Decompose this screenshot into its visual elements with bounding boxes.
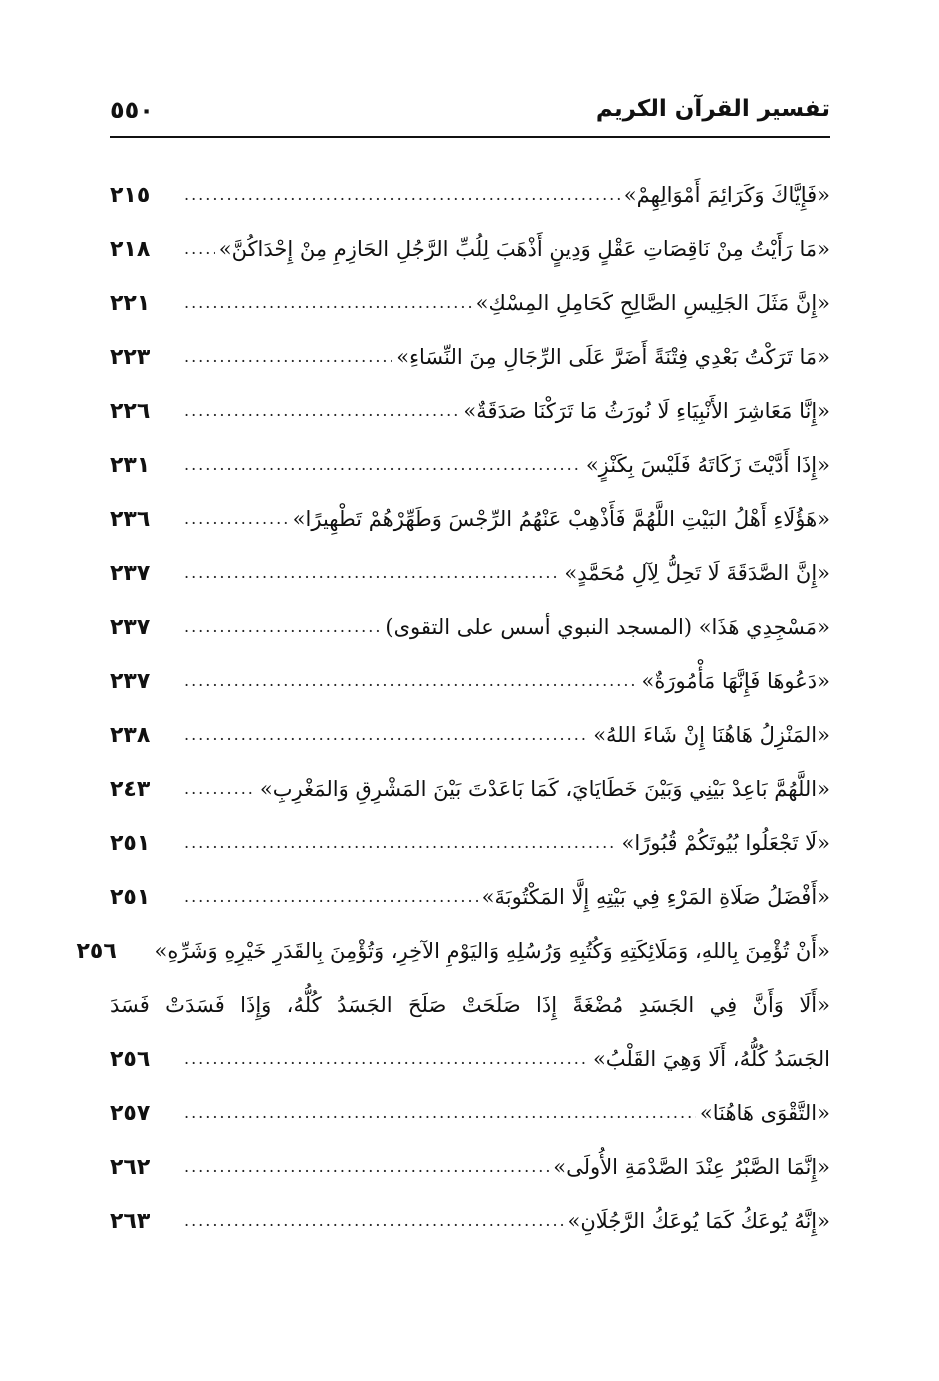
hadith-text-line2: الجَسَدُ كُلُّهُ، أَلَا وَهِيَ القَلْبُ» [589, 1047, 830, 1071]
hadith-text: «أَنْ تُؤْمِنَ بِاللهِ، وَمَلَائِكَتِهِ وَكُتُبِهِ وَرُسُلِهِ وَاليَوْمِ الآخِرِ، وَتُؤْمِنَ بِالقَدَرِ خَيْرِهِ وَشَرِّهِ» [150, 939, 830, 963]
hadith-text: «التَّقْوَى هَاهُنَا» [696, 1101, 830, 1125]
index-entry [110, 222, 830, 276]
page-number: ٥٥٠ [110, 96, 154, 124]
dot-leader [184, 454, 582, 476]
entry-page-number: ٢١٨ [110, 236, 151, 262]
index-entry-multiline [110, 978, 830, 1086]
entry-page-number: ٢٣٧ [110, 668, 151, 694]
hadith-text: «إِنَّهُ يُوعَكُ كَمَا يُوعَكُ الرَّجُلَانِ» [564, 1209, 830, 1233]
index-list [76, 168, 830, 1248]
entry-page-number: ٢٣٨ [110, 722, 151, 748]
entry-page-number: ٢٥١ [110, 830, 151, 856]
index-entry [110, 600, 830, 654]
dot-leader [184, 724, 589, 746]
entry-page-number: ٢٢٣ [110, 344, 151, 370]
index-entry [110, 546, 830, 600]
index-entry [110, 1194, 830, 1248]
dot-leader [184, 1048, 589, 1070]
hadith-text: «إِنَّ مَثَلَ الجَلِيسِ الصَّالِحِ كَحَامِلِ المِسْكِ» [472, 291, 830, 315]
dot-leader [184, 292, 472, 314]
entry-page-number: ٢٢٦ [110, 398, 151, 424]
index-entry [110, 168, 830, 222]
index-entry [76, 924, 830, 978]
hadith-text: «إِنَّا مَعَاشِرَ الأَنْبِيَاءِ لَا نُورَثُ مَا تَرَكْنَا صَدَقَةٌ» [459, 399, 830, 423]
index-entry [110, 762, 830, 816]
dot-leader [184, 1210, 564, 1232]
dot-leader [184, 184, 620, 206]
dot-leader [184, 346, 392, 368]
hadith-text: «مَا رَأَيْتُ مِنْ نَاقِصَاتِ عَقْلٍ وَدِينٍ أَذْهَبَ لِلُبِّ الرَّجُلِ الحَازِمِ مِنْ إِحْدَاكُنَّ» [215, 237, 830, 261]
dot-leader [184, 562, 560, 584]
entry-page-number: ٢٦٢ [110, 1154, 151, 1180]
hadith-text: «اللَّهُمَّ بَاعِدْ بَيْنِي وَبَيْنَ خَطَايَايَ، كَمَا بَاعَدْتَ بَيْنَ المَشْرِقِ وَالمَغْرِبِ» [256, 777, 830, 801]
entry-page-number: ٢٥٧ [110, 1100, 151, 1126]
index-entry [110, 870, 830, 924]
hadith-text: «أَفْضَلُ صَلَاةِ المَرْءِ فِي بَيْتِهِ إِلَّا المَكْتُوبَةَ» [478, 885, 830, 909]
hadith-line2-row [110, 1032, 830, 1086]
hadith-text: «لَا تَجْعَلُوا بُيُوتَكُمْ قُبُورًا» [617, 831, 830, 855]
dot-leader [184, 1156, 549, 1178]
hadith-text: «إِنَّمَا الصَّبْرُ عِنْدَ الصَّدْمَةِ الأُولَى» [549, 1155, 830, 1179]
dot-leader [184, 886, 478, 908]
entry-page-number: ٢٣٧ [110, 614, 151, 640]
entry-page-number: ٢١٥ [110, 182, 151, 208]
dot-leader [184, 400, 459, 422]
entry-page-number: ٢٢١ [110, 290, 151, 316]
hadith-text: «إِنَّ الصَّدَقَةَ لَا تَحِلُّ لِآلِ مُحَمَّدٍ» [560, 561, 830, 585]
index-entry [110, 330, 830, 384]
entry-page-number: ٢٤٣ [110, 776, 151, 802]
dot-leader [184, 778, 256, 800]
hadith-text: «مَسْجِدِي هَذَا» (المسجد النبوي أسس على التقوى) [381, 615, 830, 639]
hadith-text: «فَإِيَّاكَ وَكَرَائِمَ أَمْوَالِهِمْ» [620, 183, 830, 207]
header-divider [110, 136, 830, 138]
page-header [110, 94, 830, 134]
index-entry [110, 1140, 830, 1194]
index-entry [110, 816, 830, 870]
hadith-text: «مَا تَرَكْتُ بَعْدِي فِتْنَةً أَضَرَّ عَلَى الرِّجَالِ مِنَ النِّسَاءِ» [392, 345, 830, 369]
index-entry [110, 1086, 830, 1140]
dot-leader [184, 238, 215, 260]
hadith-text-line1: «أَلَا وَأَنَّ فِي الجَسَدِ مُضْغَةً إِذَا صَلَحَتْ صَلَحَ الجَسَدُ كُلُّهُ، وَإِذَا فَسَدَتْ فَسَدَ [110, 993, 830, 1017]
entry-page-number: ٢٥٦ [76, 938, 117, 964]
entry-page-number: ٢٦٣ [110, 1208, 151, 1234]
entry-page-number: ٢٣٧ [110, 560, 151, 586]
index-entry [110, 438, 830, 492]
hadith-text: «إِذَا أَدَّيْتَ زَكَاتَهُ فَلَيْسَ بِكَنْزٍ» [582, 453, 830, 477]
entry-page-number: ٢٥١ [110, 884, 151, 910]
dot-leader [184, 616, 381, 638]
entry-page-number: ٢٣١ [110, 452, 151, 478]
entry-page-number: ٢٥٦ [110, 1046, 151, 1072]
dot-leader [184, 832, 617, 854]
index-entry [110, 492, 830, 546]
index-entry [110, 276, 830, 330]
entry-page-number: ٢٣٦ [110, 506, 151, 532]
hadith-text: «المَنْزِلُ هَاهُنَا إِنْ شَاءَ اللهُ» [589, 723, 830, 747]
hadith-text: «هَؤُلَاءِ أَهْلُ البَيْتِ اللَّهُمَّ فَأَذْهِبْ عَنْهُمُ الرِّجْسَ وَطَهِّرْهُمْ تَطْهِيرًا» [289, 507, 830, 531]
hadith-text: «دَعُوهَا فَإِنَّهَا مَأْمُورَةٌ» [638, 669, 831, 693]
dot-leader [184, 670, 638, 692]
dot-leader [184, 508, 289, 530]
index-entry [110, 654, 830, 708]
index-entry [110, 384, 830, 438]
book-title: تفسير القرآن الكريم [595, 96, 830, 122]
index-entry [110, 708, 830, 762]
dot-leader [184, 1102, 696, 1124]
